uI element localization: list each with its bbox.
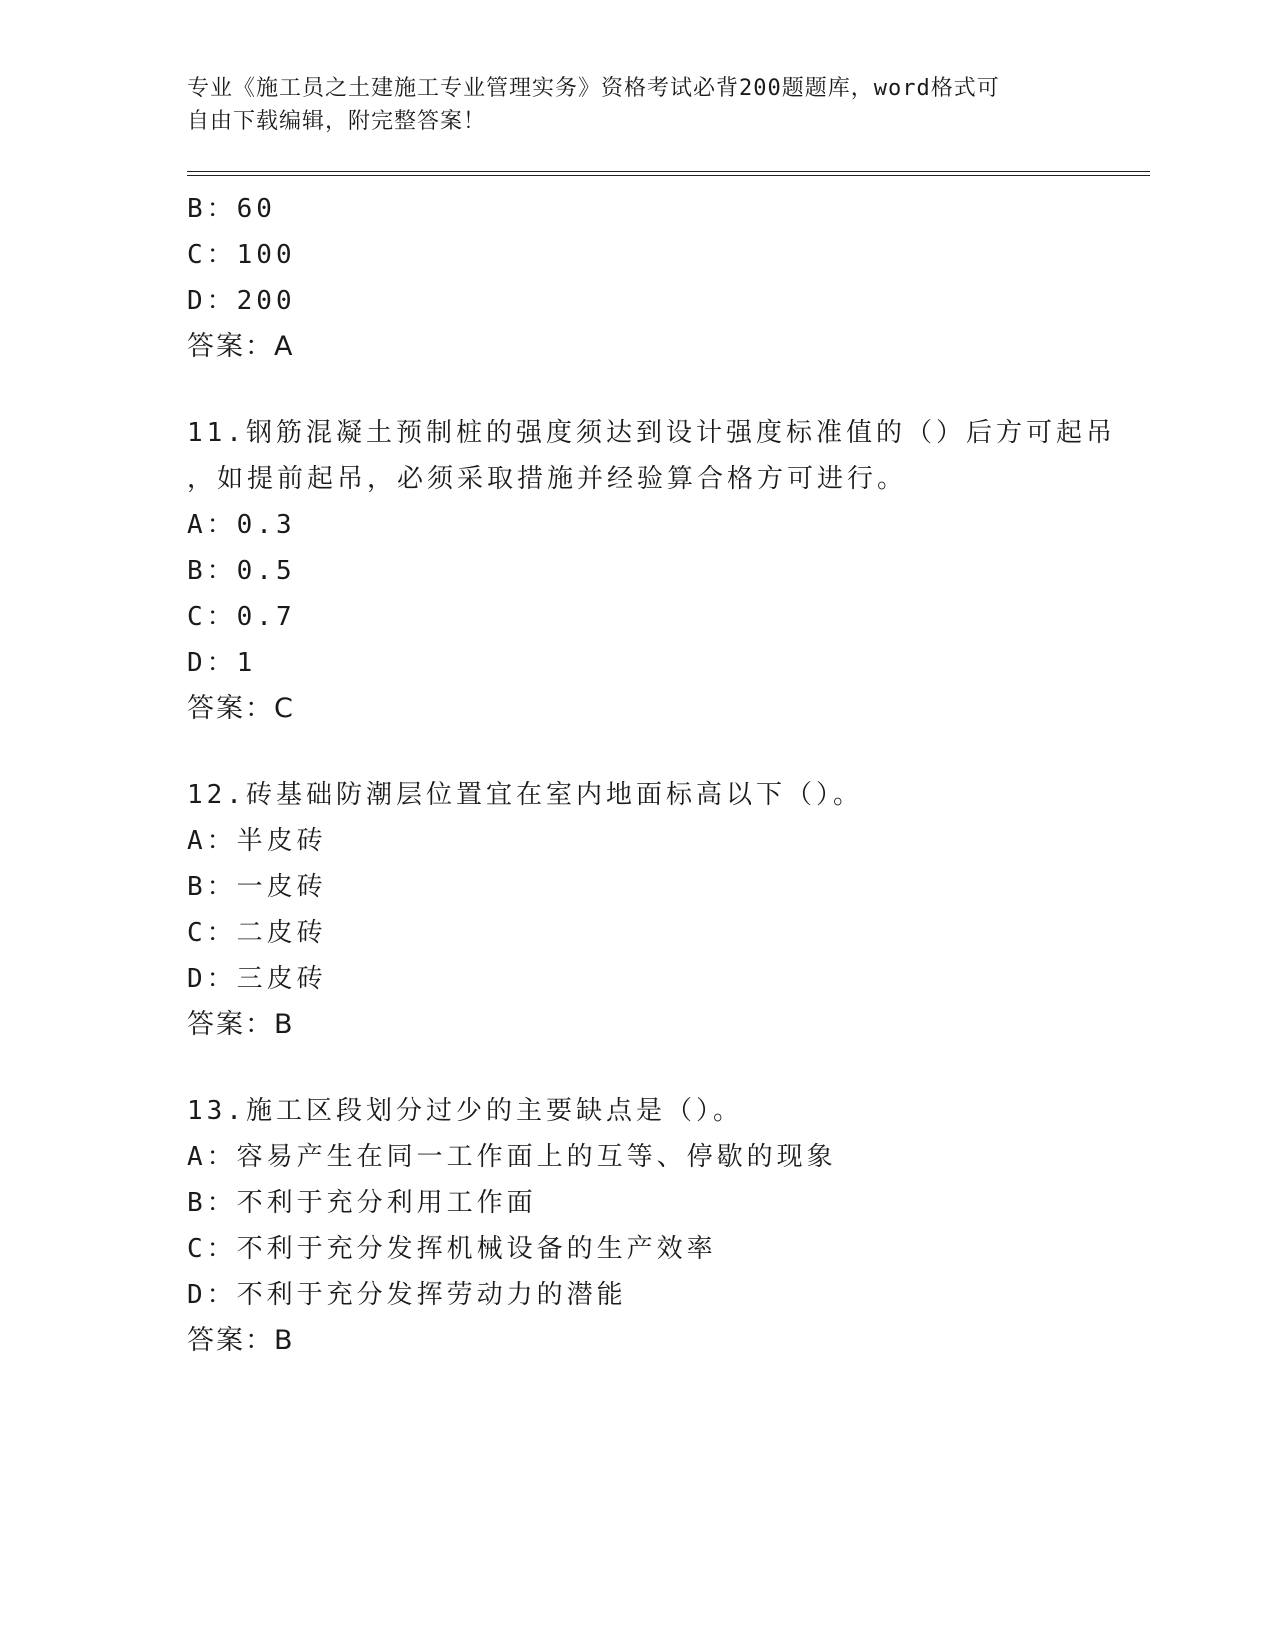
answer-line: 答案：C: [187, 693, 295, 724]
header-divider-bottom: [187, 175, 1150, 176]
option-b: B：不利于充分利用工作面: [187, 1188, 537, 1218]
question-block-11: [187, 410, 1137, 732]
question-stem: 12.砖基础防潮层位置宜在室内地面标高以下（）。: [187, 780, 863, 810]
question-block-12: [187, 772, 1137, 1048]
option-a: A：半皮砖: [187, 826, 327, 856]
answer-line: 答案：B: [187, 1009, 295, 1040]
header-divider-top: [187, 171, 1150, 172]
option-c: C：100: [187, 240, 296, 270]
option-d: D：1: [187, 648, 257, 678]
option-c: C：不利于充分发挥机械设备的生产效率: [187, 1234, 717, 1264]
document-header: [187, 72, 1087, 138]
question-stem: 13.施工区段划分过少的主要缺点是（）。: [187, 1096, 743, 1126]
answer-line: 答案：B: [187, 1325, 295, 1356]
option-d: D：200: [187, 286, 296, 316]
option-a: A：0.3: [187, 510, 296, 540]
answer-line: 答案：A: [187, 331, 295, 362]
question-list: [187, 186, 1137, 1364]
option-c: C：0.7: [187, 602, 296, 632]
option-b: B：60: [187, 194, 276, 224]
question-block-10: [187, 186, 1137, 370]
option-b: B：0.5: [187, 556, 296, 586]
option-b: B：一皮砖: [187, 872, 327, 902]
header-title-line-2: 自由下载编辑，附完整答案！: [187, 109, 487, 134]
option-d: D：三皮砖: [187, 964, 327, 994]
option-a: A：容易产生在同一工作面上的互等、停歇的现象: [187, 1142, 837, 1172]
option-c: C：二皮砖: [187, 918, 327, 948]
question-stem: 11.钢筋混凝土预制桩的强度须达到设计强度标准值的（）后方可起吊: [187, 418, 1116, 448]
header-title-line-1: 专业《施工员之土建施工专业管理实务》资格考试必背200题题库，word格式可: [187, 76, 1000, 101]
question-stem-continued: ，如提前起吊，必须采取措施并经验算合格方可进行。: [187, 464, 908, 494]
option-d: D：不利于充分发挥劳动力的潜能: [187, 1280, 627, 1310]
question-block-13: [187, 1088, 1137, 1364]
